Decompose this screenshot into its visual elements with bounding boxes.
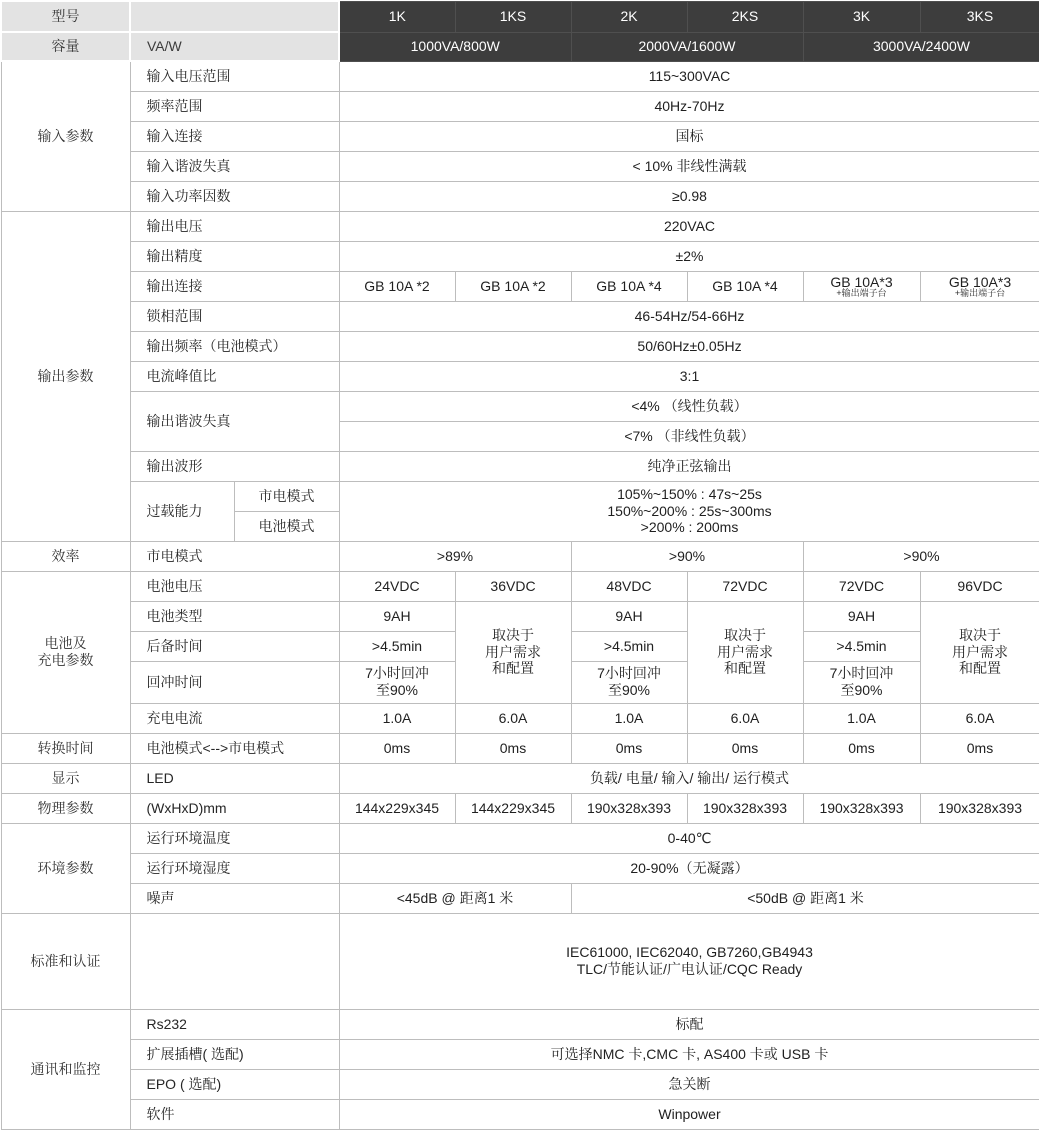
- efficiency-2k: >90%: [571, 541, 803, 571]
- battery-type-3k: 9AH: [803, 601, 920, 631]
- waveform-value: 纯净正弦输出: [339, 451, 1039, 481]
- model-col-1ks: 1KS: [455, 1, 571, 32]
- section-output: 输出参数: [1, 211, 130, 541]
- row-transfer-time: [1, 733, 1039, 763]
- battery-type-1k: 9AH: [339, 601, 455, 631]
- row-input-connection: [1, 121, 1039, 151]
- battery-voltage-1k: 24VDC: [339, 571, 455, 601]
- physical-2k: 190x328x393: [571, 793, 687, 823]
- depends-line: 和配置: [688, 660, 803, 677]
- input-power-factor-label: 输入功率因数: [130, 181, 339, 211]
- row-output-connection: [1, 271, 1039, 301]
- row-battery-type: [1, 601, 1039, 631]
- output-connection-3k-sub: +输出端子台: [804, 289, 920, 299]
- battery-freq-label: 输出频率（电池模式）: [130, 331, 339, 361]
- row-epo: [1, 1069, 1039, 1099]
- output-connection-3ks: [920, 271, 1039, 301]
- capacity-1k: 1000VA/800W: [339, 32, 571, 61]
- crest-ratio-label: 电流峰值比: [130, 361, 339, 391]
- row-crest-ratio: [1, 361, 1039, 391]
- rs232-value: 标配: [339, 1009, 1039, 1039]
- input-connection-value: 国标: [339, 121, 1039, 151]
- env-temperature-value: 0-40℃: [339, 823, 1039, 853]
- output-connection-3k-main: GB 10A*3: [804, 275, 920, 290]
- section-efficiency: 效率: [1, 541, 130, 571]
- output-connection-2k: GB 10A *4: [571, 271, 687, 301]
- charge-current-label: 充电电流: [130, 703, 339, 733]
- depends-line: 取决于: [688, 627, 803, 644]
- recharge-time-1k: [339, 661, 455, 703]
- recharge-line: 至90%: [804, 682, 920, 699]
- phase-lock-label: 锁相范围: [130, 301, 339, 331]
- row-input-freq-range: [1, 91, 1039, 121]
- charge-current-1ks: 6.0A: [455, 703, 571, 733]
- model-header-label: 型号: [1, 1, 130, 32]
- efficiency-3k: >90%: [803, 541, 1039, 571]
- recharge-line: 7小时回冲: [340, 665, 455, 682]
- software-value: Winpower: [339, 1099, 1039, 1129]
- row-standards: [1, 913, 1039, 1009]
- output-voltage-value: 220VAC: [339, 211, 1039, 241]
- section-battery-line-2: 充电参数: [2, 652, 130, 669]
- recharge-time-2k: [571, 661, 687, 703]
- charge-current-1k: 1.0A: [339, 703, 455, 733]
- section-transfer: 转换时间: [1, 733, 130, 763]
- row-phase-lock: [1, 301, 1039, 331]
- charge-current-2k: 1.0A: [571, 703, 687, 733]
- backup-time-3k: >4.5min: [803, 631, 920, 661]
- display-row-label: LED: [130, 763, 339, 793]
- section-battery-line-1: 电池及: [2, 635, 130, 652]
- slot-value: 可选择NMC 卡,CMC 卡, AS400 卡或 USB 卡: [339, 1039, 1039, 1069]
- rs232-label: Rs232: [130, 1009, 339, 1039]
- depends-line: 用户需求: [688, 644, 803, 661]
- row-rs232: [1, 1009, 1039, 1039]
- battery-depends-1ks: [455, 601, 571, 703]
- row-env-humidity: [1, 853, 1039, 883]
- depends-line: 和配置: [456, 660, 571, 677]
- input-harmonic-label: 输入谐波失真: [130, 151, 339, 181]
- output-connection-2ks: GB 10A *4: [687, 271, 803, 301]
- model-header-spacer: [130, 1, 339, 32]
- physical-2ks: 190x328x393: [687, 793, 803, 823]
- row-battery-voltage: [1, 571, 1039, 601]
- output-harmonic-nonlinear-value: <7% （非线性负载）: [339, 421, 1039, 451]
- backup-time-1k: >4.5min: [339, 631, 455, 661]
- overload-mode-battery: 电池模式: [234, 511, 339, 541]
- overload-line-1: 105%~150% : 47s~25s: [340, 486, 1039, 503]
- header-row-model: [1, 1, 1039, 32]
- env-noise-small-value: <45dB @ 距离1 米: [339, 883, 571, 913]
- row-battery-freq: [1, 331, 1039, 361]
- depends-line: 用户需求: [921, 644, 1039, 661]
- depends-line: 取决于: [921, 627, 1039, 644]
- section-input: 输入参数: [1, 61, 130, 211]
- model-col-3ks: 3KS: [920, 1, 1039, 32]
- row-overload-mains: [1, 481, 1039, 511]
- transfer-2k: 0ms: [571, 733, 687, 763]
- output-voltage-label: 输出电压: [130, 211, 339, 241]
- transfer-1ks: 0ms: [455, 733, 571, 763]
- env-noise-large-value: <50dB @ 距离1 米: [571, 883, 1039, 913]
- physical-3k: 190x328x393: [803, 793, 920, 823]
- env-noise-label: 噪声: [130, 883, 339, 913]
- input-power-factor-value: ≥0.98: [339, 181, 1039, 211]
- capacity-2k: 2000VA/1600W: [571, 32, 803, 61]
- capacity-unit: VA/W: [130, 32, 339, 61]
- output-harmonic-linear-value: <4% （线性负载）: [339, 391, 1039, 421]
- battery-voltage-3k: 72VDC: [803, 571, 920, 601]
- transfer-1k: 0ms: [339, 733, 455, 763]
- model-col-1k: 1K: [339, 1, 455, 32]
- backup-time-2k: >4.5min: [571, 631, 687, 661]
- recharge-line: 7小时回冲: [804, 665, 920, 682]
- battery-type-label: 电池类型: [130, 601, 339, 631]
- model-col-2k: 2K: [571, 1, 687, 32]
- row-slot: [1, 1039, 1039, 1069]
- row-input-power-factor: [1, 181, 1039, 211]
- input-freq-range-value: 40Hz-70Hz: [339, 91, 1039, 121]
- efficiency-row-label: 市电模式: [130, 541, 339, 571]
- transfer-3ks: 0ms: [920, 733, 1039, 763]
- battery-voltage-2k: 48VDC: [571, 571, 687, 601]
- row-output-precision: [1, 241, 1039, 271]
- depends-line: 和配置: [921, 660, 1039, 677]
- charge-current-2ks: 6.0A: [687, 703, 803, 733]
- capacity-3k: 3000VA/2400W: [803, 32, 1039, 61]
- input-freq-range-label: 频率范围: [130, 91, 339, 121]
- overload-line-2: 150%~200% : 25s~300ms: [340, 503, 1039, 520]
- battery-depends-2ks: [687, 601, 803, 703]
- battery-voltage-1ks: 36VDC: [455, 571, 571, 601]
- physical-1ks: 144x229x345: [455, 793, 571, 823]
- backup-time-label: 后备时间: [130, 631, 339, 661]
- section-battery: [1, 571, 130, 733]
- recharge-line: 至90%: [340, 682, 455, 699]
- row-env-temperature: [1, 823, 1039, 853]
- epo-value: 急关断: [339, 1069, 1039, 1099]
- section-standards: 标准和认证: [1, 913, 130, 1009]
- overload-line-3: >200% : 200ms: [340, 519, 1039, 536]
- row-efficiency: [1, 541, 1039, 571]
- battery-depends-3ks: [920, 601, 1039, 703]
- input-voltage-range-value: 115~300VAC: [339, 61, 1039, 91]
- recharge-time-3k: [803, 661, 920, 703]
- transfer-2ks: 0ms: [687, 733, 803, 763]
- model-col-3k: 3K: [803, 1, 920, 32]
- header-row-capacity: [1, 32, 1039, 61]
- battery-voltage-3ks: 96VDC: [920, 571, 1039, 601]
- row-output-voltage: [1, 211, 1039, 241]
- input-connection-label: 输入连接: [130, 121, 339, 151]
- battery-voltage-label: 电池电压: [130, 571, 339, 601]
- capacity-label: 容量: [1, 32, 130, 61]
- depends-line: 用户需求: [456, 644, 571, 661]
- output-connection-1k: GB 10A *2: [339, 271, 455, 301]
- standards-line-1: IEC61000, IEC62040, GB7260,GB4943: [340, 944, 1039, 961]
- row-input-voltage-range: [1, 61, 1039, 91]
- row-waveform: [1, 451, 1039, 481]
- output-connection-1ks: GB 10A *2: [455, 271, 571, 301]
- env-humidity-value: 20-90%（无凝露）: [339, 853, 1039, 883]
- env-temperature-label: 运行环境温度: [130, 823, 339, 853]
- standards-spacer: [130, 913, 339, 1009]
- row-display: [1, 763, 1039, 793]
- physical-row-label: (WxHxD)mm: [130, 793, 339, 823]
- row-env-noise: [1, 883, 1039, 913]
- overload-label: 过载能力: [130, 481, 234, 541]
- efficiency-1k: >89%: [339, 541, 571, 571]
- output-connection-label: 输出连接: [130, 271, 339, 301]
- software-label: 软件: [130, 1099, 339, 1129]
- physical-3ks: 190x328x393: [920, 793, 1039, 823]
- transfer-row-label: 电池模式<-->市电模式: [130, 733, 339, 763]
- output-connection-3ks-sub: +输出端子台: [921, 289, 1039, 299]
- transfer-3k: 0ms: [803, 733, 920, 763]
- output-precision-label: 输出精度: [130, 241, 339, 271]
- row-output-harmonic-linear: [1, 391, 1039, 421]
- charge-current-3ks: 6.0A: [920, 703, 1039, 733]
- battery-freq-value: 50/60Hz±0.05Hz: [339, 331, 1039, 361]
- phase-lock-value: 46-54Hz/54-66Hz: [339, 301, 1039, 331]
- section-environment: 环境参数: [1, 823, 130, 913]
- overload-mode-mains: 市电模式: [234, 481, 339, 511]
- input-harmonic-value: < 10% 非线性满载: [339, 151, 1039, 181]
- output-connection-3ks-main: GB 10A*3: [921, 275, 1039, 290]
- output-harmonic-label: 输出谐波失真: [130, 391, 339, 451]
- output-connection-3k: [803, 271, 920, 301]
- output-precision-value: ±2%: [339, 241, 1039, 271]
- recharge-line: 至90%: [572, 682, 687, 699]
- section-comm: 通讯和监控: [1, 1009, 130, 1129]
- display-value: 负载/ 电量/ 输入/ 输出/ 运行模式: [339, 763, 1039, 793]
- crest-ratio-value: 3:1: [339, 361, 1039, 391]
- row-charge-current: [1, 703, 1039, 733]
- overload-value: [339, 481, 1039, 541]
- physical-1k: 144x229x345: [339, 793, 455, 823]
- standards-line-2: TLC/节能认证/广电认证/CQC Ready: [340, 961, 1039, 978]
- epo-label: EPO ( 选配): [130, 1069, 339, 1099]
- depends-line: 取决于: [456, 627, 571, 644]
- row-software: [1, 1099, 1039, 1129]
- model-col-2ks: 2KS: [687, 1, 803, 32]
- standards-value: [339, 913, 1039, 1009]
- section-display: 显示: [1, 763, 130, 793]
- input-voltage-range-label: 输入电压范围: [130, 61, 339, 91]
- recharge-line: 7小时回冲: [572, 665, 687, 682]
- row-physical: [1, 793, 1039, 823]
- waveform-label: 输出波形: [130, 451, 339, 481]
- battery-voltage-2ks: 72VDC: [687, 571, 803, 601]
- charge-current-3k: 1.0A: [803, 703, 920, 733]
- battery-type-2k: 9AH: [571, 601, 687, 631]
- slot-label: 扩展插槽( 选配): [130, 1039, 339, 1069]
- recharge-time-label: 回冲时间: [130, 661, 339, 703]
- row-input-harmonic: [1, 151, 1039, 181]
- env-humidity-label: 运行环境湿度: [130, 853, 339, 883]
- section-physical: 物理参数: [1, 793, 130, 823]
